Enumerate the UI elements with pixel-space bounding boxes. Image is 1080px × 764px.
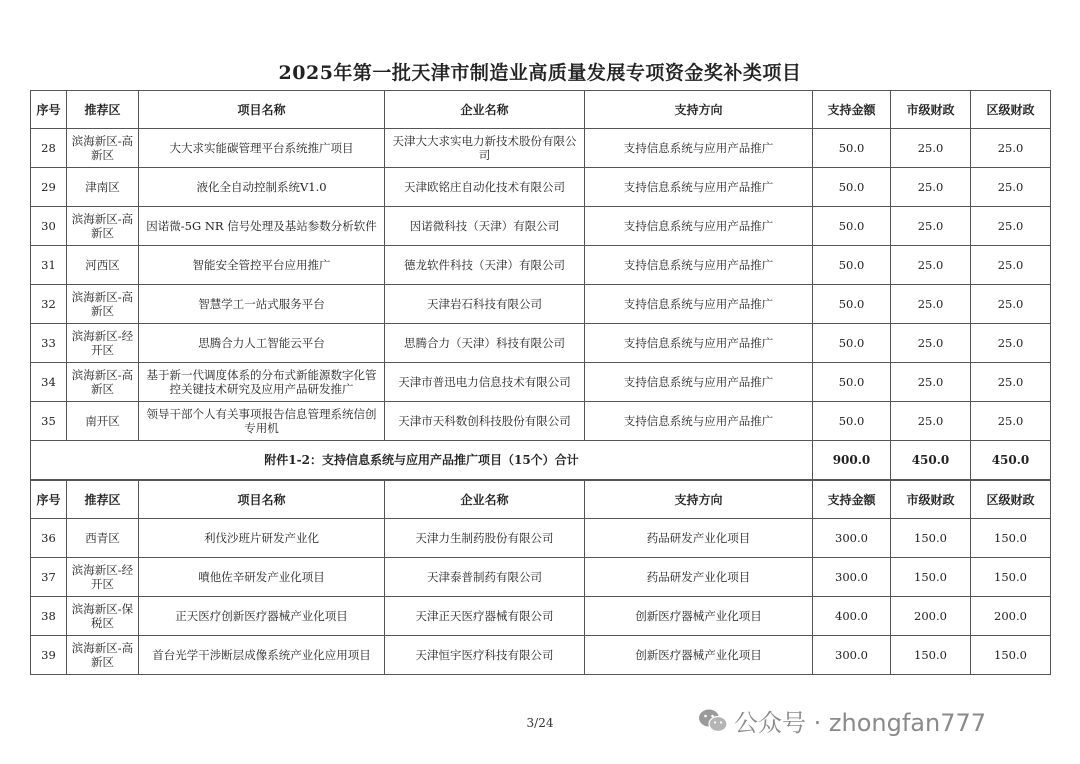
row-index: 37 — [31, 558, 67, 597]
row-index: 33 — [31, 324, 67, 363]
header-project-name: 项目名称 — [139, 91, 385, 129]
row-project-name: 噴他佐辛研发产业化项目 — [139, 558, 385, 597]
table-row — [31, 285, 1051, 324]
table-row — [31, 168, 1051, 207]
row-project-name: 智慧学工一站式服务平台 — [139, 285, 385, 324]
header-support-amount: 支持金额 — [813, 481, 891, 519]
row-company-name: 因诺微科技（天津）有限公司 — [385, 207, 585, 246]
project-table-1 — [30, 90, 1051, 480]
row-city-finance: 25.0 — [891, 285, 971, 324]
row-project-name: 思腾合力人工智能云平台 — [139, 324, 385, 363]
header-company-name: 企业名称 — [385, 481, 585, 519]
row-index: 36 — [31, 519, 67, 558]
row-support-amount: 50.0 — [813, 129, 891, 168]
row-support-direction: 支持信息系统与应用产品推广 — [585, 402, 813, 441]
row-support-amount: 50.0 — [813, 207, 891, 246]
row-district-finance: 25.0 — [971, 363, 1051, 402]
table-row — [31, 207, 1051, 246]
row-district-finance: 25.0 — [971, 207, 1051, 246]
row-support-direction: 支持信息系统与应用产品推广 — [585, 246, 813, 285]
summary-amount: 900.0 — [813, 441, 891, 480]
header-city-finance: 市级财政 — [891, 91, 971, 129]
row-company-name: 天津市天科数创科技股份有限公司 — [385, 402, 585, 441]
row-district: 滨海新区-经开区 — [67, 558, 139, 597]
row-company-name: 天津力生制药股份有限公司 — [385, 519, 585, 558]
row-district: 滨海新区-高新区 — [67, 207, 139, 246]
row-index: 31 — [31, 246, 67, 285]
row-city-finance: 25.0 — [891, 324, 971, 363]
row-project-name: 智能安全管控平台应用推广 — [139, 246, 385, 285]
watermark — [698, 703, 986, 738]
row-support-direction: 药品研发产业化项目 — [585, 558, 813, 597]
row-support-direction: 药品研发产业化项目 — [585, 519, 813, 558]
row-index: 38 — [31, 597, 67, 636]
row-project-name: 大大求实能碳管理平台系统推广项目 — [139, 129, 385, 168]
row-district-finance: 25.0 — [971, 168, 1051, 207]
row-company-name: 天津欧铭庄自动化技术有限公司 — [385, 168, 585, 207]
header-company-name: 企业名称 — [385, 91, 585, 129]
row-district-finance: 25.0 — [971, 129, 1051, 168]
row-city-finance: 150.0 — [891, 636, 971, 675]
header-support-amount: 支持金额 — [813, 91, 891, 129]
table-header-row — [31, 481, 1051, 519]
wechat-icon — [698, 708, 728, 734]
row-city-finance: 25.0 — [891, 246, 971, 285]
summary-district: 450.0 — [971, 441, 1051, 480]
header-district: 推荐区 — [67, 91, 139, 129]
row-city-finance: 25.0 — [891, 129, 971, 168]
row-district: 滨海新区-保税区 — [67, 597, 139, 636]
row-city-finance: 25.0 — [891, 402, 971, 441]
row-district: 滨海新区-高新区 — [67, 129, 139, 168]
page-number: 3/24 — [526, 716, 554, 730]
row-company-name: 天津正天医疗器械有限公司 — [385, 597, 585, 636]
row-district: 滨海新区-高新区 — [67, 363, 139, 402]
row-district-finance: 25.0 — [971, 246, 1051, 285]
row-support-direction: 支持信息系统与应用产品推广 — [585, 285, 813, 324]
table-row — [31, 636, 1051, 675]
row-support-amount: 300.0 — [813, 636, 891, 675]
header-city-finance: 市级财政 — [891, 481, 971, 519]
row-support-amount: 50.0 — [813, 285, 891, 324]
summary-city: 450.0 — [891, 441, 971, 480]
row-city-finance: 150.0 — [891, 519, 971, 558]
row-company-name: 思腾合力（天津）科技有限公司 — [385, 324, 585, 363]
table-row — [31, 597, 1051, 636]
project-table-2 — [30, 480, 1051, 675]
header-index: 序号 — [31, 481, 67, 519]
row-district: 滨海新区-经开区 — [67, 324, 139, 363]
row-project-name: 利伐沙班片研发产业化 — [139, 519, 385, 558]
table-header-row — [31, 91, 1051, 129]
row-district-finance: 25.0 — [971, 324, 1051, 363]
row-support-direction: 支持信息系统与应用产品推广 — [585, 207, 813, 246]
header-support-direction: 支持方向 — [585, 481, 813, 519]
row-project-name: 领导干部个人有关事项报告信息管理系统信创专用机 — [139, 402, 385, 441]
row-support-amount: 300.0 — [813, 558, 891, 597]
header-district-finance: 区级财政 — [971, 91, 1051, 129]
row-district: 滨海新区-高新区 — [67, 636, 139, 675]
row-support-direction: 创新医疗器械产业化项目 — [585, 636, 813, 675]
table-row — [31, 558, 1051, 597]
row-support-amount: 50.0 — [813, 363, 891, 402]
table-row — [31, 519, 1051, 558]
summary-row — [31, 441, 1051, 480]
row-index: 35 — [31, 402, 67, 441]
row-city-finance: 200.0 — [891, 597, 971, 636]
row-support-amount: 300.0 — [813, 519, 891, 558]
table-row — [31, 246, 1051, 285]
row-index: 32 — [31, 285, 67, 324]
table-row — [31, 402, 1051, 441]
row-district: 南开区 — [67, 402, 139, 441]
row-support-direction: 支持信息系统与应用产品推广 — [585, 129, 813, 168]
row-district-finance: 25.0 — [971, 402, 1051, 441]
row-company-name: 天津恒宇医疗科技有限公司 — [385, 636, 585, 675]
row-company-name: 天津大大求实电力新技术股份有限公司 — [385, 129, 585, 168]
row-city-finance: 25.0 — [891, 207, 971, 246]
row-support-amount: 50.0 — [813, 324, 891, 363]
row-company-name: 德龙软件科技（天津）有限公司 — [385, 246, 585, 285]
row-city-finance: 150.0 — [891, 558, 971, 597]
row-support-direction: 支持信息系统与应用产品推广 — [585, 324, 813, 363]
row-project-name: 液化全自动控制系统V1.0 — [139, 168, 385, 207]
row-district-finance: 200.0 — [971, 597, 1051, 636]
row-company-name: 天津市普迅电力信息技术有限公司 — [385, 363, 585, 402]
row-project-name: 首台光学干涉断层成像系统产业化应用项目 — [139, 636, 385, 675]
row-district-finance: 150.0 — [971, 558, 1051, 597]
row-project-name: 因诺微-5G NR 信号处理及基站参数分析软件 — [139, 207, 385, 246]
document-title: 2025年第一批天津市制造业高质量发展专项资金奖补类项目 — [278, 62, 802, 84]
row-district: 津南区 — [67, 168, 139, 207]
row-support-amount: 50.0 — [813, 402, 891, 441]
table-row — [31, 129, 1051, 168]
row-support-direction: 支持信息系统与应用产品推广 — [585, 363, 813, 402]
row-district-finance: 25.0 — [971, 285, 1051, 324]
row-district-finance: 150.0 — [971, 636, 1051, 675]
row-district: 河西区 — [67, 246, 139, 285]
header-district: 推荐区 — [67, 481, 139, 519]
row-support-amount: 50.0 — [813, 168, 891, 207]
row-index: 28 — [31, 129, 67, 168]
row-district-finance: 150.0 — [971, 519, 1051, 558]
row-support-amount: 400.0 — [813, 597, 891, 636]
row-company-name: 天津泰普制药有限公司 — [385, 558, 585, 597]
row-support-direction: 支持信息系统与应用产品推广 — [585, 168, 813, 207]
row-project-name: 正天医疗创新医疗器械产业化项目 — [139, 597, 385, 636]
row-support-direction: 创新医疗器械产业化项目 — [585, 597, 813, 636]
watermark-text: 公众号 · zhongfan777 — [734, 709, 986, 737]
row-city-finance: 25.0 — [891, 363, 971, 402]
table-row — [31, 324, 1051, 363]
row-district: 西青区 — [67, 519, 139, 558]
row-index: 34 — [31, 363, 67, 402]
row-company-name: 天津岩石科技有限公司 — [385, 285, 585, 324]
header-project-name: 项目名称 — [139, 481, 385, 519]
header-support-direction: 支持方向 — [585, 91, 813, 129]
row-support-amount: 50.0 — [813, 246, 891, 285]
row-project-name: 基于新一代调度体系的分布式新能源数字化管控关键技术研究及应用产品研发推广 — [139, 363, 385, 402]
table-row — [31, 363, 1051, 402]
header-district-finance: 区级财政 — [971, 481, 1051, 519]
row-city-finance: 25.0 — [891, 168, 971, 207]
summary-label: 附件1-2：支持信息系统与应用产品推广项目（15个）合计 — [31, 441, 813, 480]
row-index: 30 — [31, 207, 67, 246]
row-index: 39 — [31, 636, 67, 675]
row-index: 29 — [31, 168, 67, 207]
header-index: 序号 — [31, 91, 67, 129]
row-district: 滨海新区-高新区 — [67, 285, 139, 324]
